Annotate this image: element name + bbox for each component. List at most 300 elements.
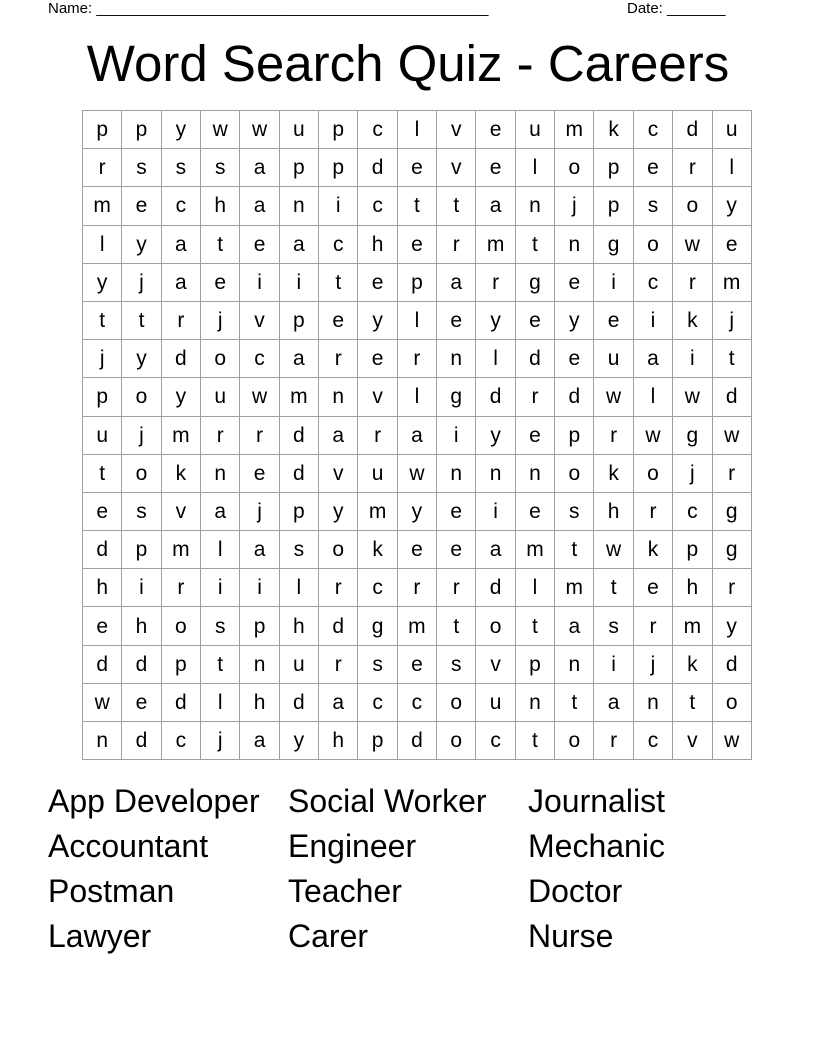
- grid-cell: e: [594, 301, 633, 339]
- grid-row: [83, 301, 752, 339]
- grid-cell: r: [358, 416, 397, 454]
- word-list-item: Carer: [288, 918, 369, 954]
- grid-cell: s: [437, 645, 476, 683]
- grid-cell: t: [712, 340, 751, 378]
- grid-cell: m: [476, 225, 515, 263]
- grid-cell: p: [83, 111, 122, 149]
- grid-cell: y: [476, 416, 515, 454]
- grid-cell: k: [673, 301, 712, 339]
- grid-cell: p: [122, 531, 161, 569]
- grid-cell: y: [712, 607, 751, 645]
- grid-cell: s: [122, 492, 161, 530]
- grid-cell: e: [397, 149, 436, 187]
- grid-cell: w: [673, 225, 712, 263]
- grid-cell: e: [122, 683, 161, 721]
- grid-cell: n: [437, 340, 476, 378]
- grid-cell: p: [122, 111, 161, 149]
- grid-cell: r: [673, 263, 712, 301]
- grid-cell: s: [161, 149, 200, 187]
- grid-cell: i: [437, 416, 476, 454]
- grid-cell: h: [83, 569, 122, 607]
- grid-cell: y: [397, 492, 436, 530]
- grid-cell: y: [712, 187, 751, 225]
- grid-cell: e: [319, 301, 358, 339]
- grid-cell: p: [83, 378, 122, 416]
- grid-cell: l: [633, 378, 672, 416]
- page-title: Word Search Quiz - Careers: [86, 35, 730, 92]
- grid-cell: u: [83, 416, 122, 454]
- grid-row: [83, 225, 752, 263]
- grid-cell: d: [319, 607, 358, 645]
- grid-cell: h: [279, 607, 318, 645]
- grid-cell: p: [240, 607, 279, 645]
- grid-cell: l: [476, 340, 515, 378]
- word-list-item: Postman: [48, 873, 175, 909]
- grid-cell: p: [319, 149, 358, 187]
- grid-cell: w: [201, 111, 240, 149]
- grid-cell: w: [397, 454, 436, 492]
- grid-cell: c: [319, 225, 358, 263]
- grid-cell: w: [633, 416, 672, 454]
- grid-cell: j: [712, 301, 751, 339]
- grid-cell: w: [240, 378, 279, 416]
- grid-cell: k: [594, 111, 633, 149]
- grid-cell: y: [319, 492, 358, 530]
- grid-cell: h: [201, 187, 240, 225]
- grid-cell: d: [358, 149, 397, 187]
- grid-cell: i: [240, 569, 279, 607]
- grid-cell: i: [594, 263, 633, 301]
- grid-cell: u: [358, 454, 397, 492]
- grid-row: [83, 340, 752, 378]
- grid-cell: j: [633, 645, 672, 683]
- grid-row: [83, 263, 752, 301]
- grid-cell: o: [122, 454, 161, 492]
- grid-cell: g: [712, 531, 751, 569]
- grid-cell: o: [122, 378, 161, 416]
- grid-cell: r: [161, 301, 200, 339]
- grid-cell: s: [279, 531, 318, 569]
- grid-cell: e: [437, 301, 476, 339]
- grid-cell: m: [397, 607, 436, 645]
- grid-cell: o: [555, 722, 594, 760]
- grid-cell: p: [673, 531, 712, 569]
- grid-cell: t: [319, 263, 358, 301]
- grid-cell: r: [161, 569, 200, 607]
- word-list-row: [48, 914, 768, 959]
- name-field-label: Name: _______________________________________________: [48, 0, 489, 17]
- grid-cell: l: [712, 149, 751, 187]
- grid-cell: c: [397, 683, 436, 721]
- grid-cell: v: [161, 492, 200, 530]
- word-list-item: Teacher: [288, 873, 402, 909]
- grid-cell: y: [122, 225, 161, 263]
- grid-cell: e: [397, 645, 436, 683]
- grid-cell: m: [83, 187, 122, 225]
- grid-cell: t: [201, 645, 240, 683]
- grid-cell: t: [515, 722, 554, 760]
- grid-cell: h: [122, 607, 161, 645]
- grid-cell: k: [673, 645, 712, 683]
- grid-cell: v: [240, 301, 279, 339]
- grid-cell: a: [161, 225, 200, 263]
- grid-cell: o: [437, 683, 476, 721]
- grid-cell: s: [201, 607, 240, 645]
- grid-cell: a: [437, 263, 476, 301]
- grid-cell: m: [161, 531, 200, 569]
- grid-row: [83, 645, 752, 683]
- grid-cell: l: [397, 111, 436, 149]
- grid-cell: a: [397, 416, 436, 454]
- word-list-item: Journalist: [528, 783, 665, 819]
- grid-cell: y: [122, 340, 161, 378]
- grid-cell: w: [673, 378, 712, 416]
- grid-cell: e: [358, 263, 397, 301]
- grid-cell: o: [673, 187, 712, 225]
- grid-cell: o: [633, 454, 672, 492]
- word-search-grid: [82, 110, 752, 760]
- grid-cell: r: [476, 263, 515, 301]
- word-list: [48, 779, 768, 959]
- grid-cell: n: [319, 378, 358, 416]
- grid-cell: r: [319, 340, 358, 378]
- grid-cell: e: [476, 149, 515, 187]
- grid-cell: a: [279, 225, 318, 263]
- grid-cell: i: [633, 301, 672, 339]
- grid-cell: s: [594, 607, 633, 645]
- grid-cell: j: [201, 722, 240, 760]
- grid-cell: p: [279, 149, 318, 187]
- grid-cell: a: [240, 531, 279, 569]
- grid-cell: d: [122, 645, 161, 683]
- grid-cell: a: [476, 531, 515, 569]
- grid-cell: s: [555, 492, 594, 530]
- date-field-label: Date: _______: [627, 0, 726, 17]
- grid-cell: c: [358, 569, 397, 607]
- grid-cell: a: [161, 263, 200, 301]
- grid-cell: a: [319, 416, 358, 454]
- grid-cell: l: [515, 569, 554, 607]
- grid-cell: e: [122, 187, 161, 225]
- grid-cell: d: [279, 416, 318, 454]
- grid-cell: l: [83, 225, 122, 263]
- grid-cell: p: [397, 263, 436, 301]
- grid-cell: d: [515, 340, 554, 378]
- grid-cell: r: [83, 149, 122, 187]
- grid-cell: i: [279, 263, 318, 301]
- grid-cell: t: [397, 187, 436, 225]
- grid-cell: c: [633, 111, 672, 149]
- grid-cell: n: [515, 683, 554, 721]
- grid-cell: y: [476, 301, 515, 339]
- grid-cell: j: [673, 454, 712, 492]
- grid-cell: t: [515, 225, 554, 263]
- grid-cell: d: [122, 722, 161, 760]
- grid-cell: t: [515, 607, 554, 645]
- grid-cell: l: [515, 149, 554, 187]
- grid-cell: j: [555, 187, 594, 225]
- grid-cell: g: [515, 263, 554, 301]
- grid-cell: t: [594, 569, 633, 607]
- grid-cell: e: [515, 301, 554, 339]
- grid-cell: o: [712, 683, 751, 721]
- grid-cell: j: [83, 340, 122, 378]
- grid-cell: w: [83, 683, 122, 721]
- grid-cell: n: [555, 645, 594, 683]
- grid-cell: h: [358, 225, 397, 263]
- grid-cell: r: [437, 225, 476, 263]
- grid-cell: k: [358, 531, 397, 569]
- grid-cell: c: [633, 263, 672, 301]
- grid-cell: d: [476, 378, 515, 416]
- grid-cell: e: [633, 569, 672, 607]
- grid-cell: w: [594, 531, 633, 569]
- grid-cell: i: [240, 263, 279, 301]
- grid-cell: y: [279, 722, 318, 760]
- grid-cell: l: [201, 531, 240, 569]
- grid-cell: r: [397, 340, 436, 378]
- grid-cell: r: [633, 492, 672, 530]
- grid-cell: d: [673, 111, 712, 149]
- grid-cell: g: [673, 416, 712, 454]
- grid-cell: g: [712, 492, 751, 530]
- grid-cell: j: [122, 416, 161, 454]
- grid-cell: j: [122, 263, 161, 301]
- grid-cell: r: [594, 416, 633, 454]
- grid-cell: u: [594, 340, 633, 378]
- grid-cell: u: [279, 645, 318, 683]
- grid-cell: p: [279, 301, 318, 339]
- grid-cell: l: [201, 683, 240, 721]
- grid-cell: t: [201, 225, 240, 263]
- grid-cell: a: [240, 187, 279, 225]
- grid-cell: o: [319, 531, 358, 569]
- grid-cell: t: [83, 454, 122, 492]
- word-list-item: Lawyer: [48, 918, 152, 954]
- word-list-item: Doctor: [528, 873, 623, 909]
- grid-cell: i: [201, 569, 240, 607]
- grid-cell: n: [279, 187, 318, 225]
- grid-cell: s: [201, 149, 240, 187]
- grid-cell: e: [476, 111, 515, 149]
- grid-cell: h: [319, 722, 358, 760]
- grid-row: [83, 683, 752, 721]
- word-list-item: Nurse: [528, 918, 614, 954]
- grid-cell: d: [161, 340, 200, 378]
- grid-cell: v: [476, 645, 515, 683]
- grid-cell: c: [633, 722, 672, 760]
- grid-cell: y: [161, 378, 200, 416]
- grid-cell: s: [358, 645, 397, 683]
- grid-cell: o: [555, 149, 594, 187]
- grid-cell: v: [358, 378, 397, 416]
- grid-cell: i: [319, 187, 358, 225]
- grid-cell: n: [476, 454, 515, 492]
- grid-cell: r: [437, 569, 476, 607]
- grid-cell: n: [633, 683, 672, 721]
- grid-cell: d: [279, 454, 318, 492]
- grid-cell: v: [437, 149, 476, 187]
- grid-cell: v: [673, 722, 712, 760]
- grid-cell: c: [358, 111, 397, 149]
- grid-row: [83, 187, 752, 225]
- grid-cell: e: [240, 225, 279, 263]
- grid-cell: r: [712, 569, 751, 607]
- grid-cell: k: [161, 454, 200, 492]
- grid-cell: e: [397, 225, 436, 263]
- grid-cell: p: [319, 111, 358, 149]
- grid-cell: t: [437, 187, 476, 225]
- grid-cell: c: [476, 722, 515, 760]
- grid-cell: n: [437, 454, 476, 492]
- grid-cell: a: [476, 187, 515, 225]
- grid-cell: r: [397, 569, 436, 607]
- grid-cell: p: [594, 149, 633, 187]
- grid-cell: l: [279, 569, 318, 607]
- grid-cell: i: [594, 645, 633, 683]
- grid-cell: e: [712, 225, 751, 263]
- grid-cell: y: [161, 111, 200, 149]
- grid-cell: c: [673, 492, 712, 530]
- grid-cell: g: [358, 607, 397, 645]
- grid-row: [83, 378, 752, 416]
- grid-cell: s: [122, 149, 161, 187]
- grid-cell: e: [555, 263, 594, 301]
- grid-cell: k: [633, 531, 672, 569]
- grid-cell: o: [476, 607, 515, 645]
- grid-cell: t: [437, 607, 476, 645]
- grid-cell: d: [555, 378, 594, 416]
- grid-cell: g: [437, 378, 476, 416]
- grid-cell: o: [161, 607, 200, 645]
- grid-cell: e: [437, 531, 476, 569]
- grid-cell: c: [358, 683, 397, 721]
- word-list-row: [48, 869, 768, 914]
- grid-cell: w: [712, 416, 751, 454]
- grid-cell: e: [83, 607, 122, 645]
- grid-cell: i: [122, 569, 161, 607]
- grid-cell: r: [240, 416, 279, 454]
- grid-cell: r: [673, 149, 712, 187]
- word-list-item: App Developer: [48, 783, 260, 819]
- grid-cell: o: [437, 722, 476, 760]
- grid-cell: u: [712, 111, 751, 149]
- grid-cell: r: [319, 569, 358, 607]
- grid-cell: i: [673, 340, 712, 378]
- grid-cell: o: [201, 340, 240, 378]
- grid-cell: r: [201, 416, 240, 454]
- grid-cell: m: [712, 263, 751, 301]
- grid-cell: w: [240, 111, 279, 149]
- word-list-row: [48, 824, 768, 869]
- grid-cell: e: [515, 492, 554, 530]
- grid-cell: a: [319, 683, 358, 721]
- grid-cell: h: [240, 683, 279, 721]
- word-list-row: [48, 779, 768, 824]
- grid-cell: a: [240, 722, 279, 760]
- grid-cell: t: [673, 683, 712, 721]
- grid-cell: u: [476, 683, 515, 721]
- grid-row: [83, 722, 752, 760]
- grid-cell: p: [279, 492, 318, 530]
- grid-cell: d: [279, 683, 318, 721]
- grid-cell: e: [515, 416, 554, 454]
- grid-cell: e: [240, 454, 279, 492]
- grid-cell: a: [555, 607, 594, 645]
- grid-cell: t: [122, 301, 161, 339]
- grid-cell: a: [201, 492, 240, 530]
- grid-cell: w: [712, 722, 751, 760]
- word-list-item: Engineer: [288, 828, 417, 864]
- grid-cell: d: [83, 645, 122, 683]
- grid-cell: m: [358, 492, 397, 530]
- grid-cell: n: [240, 645, 279, 683]
- grid-cell: m: [515, 531, 554, 569]
- grid-cell: u: [279, 111, 318, 149]
- grid-cell: m: [673, 607, 712, 645]
- grid-cell: c: [358, 187, 397, 225]
- grid-cell: a: [633, 340, 672, 378]
- grid-row: [83, 454, 752, 492]
- grid-cell: p: [555, 416, 594, 454]
- grid-cell: i: [476, 492, 515, 530]
- grid-cell: e: [201, 263, 240, 301]
- grid-cell: c: [161, 187, 200, 225]
- grid-cell: n: [515, 454, 554, 492]
- grid-cell: t: [555, 531, 594, 569]
- grid-row: [83, 531, 752, 569]
- grid-cell: r: [594, 722, 633, 760]
- grid-cell: e: [437, 492, 476, 530]
- grid-cell: o: [633, 225, 672, 263]
- grid-cell: n: [83, 722, 122, 760]
- grid-cell: p: [515, 645, 554, 683]
- grid-cell: o: [555, 454, 594, 492]
- grid-row: [83, 607, 752, 645]
- grid-cell: r: [515, 378, 554, 416]
- grid-cell: n: [555, 225, 594, 263]
- grid-cell: j: [240, 492, 279, 530]
- grid-cell: e: [83, 492, 122, 530]
- grid-cell: h: [594, 492, 633, 530]
- word-list-item: Mechanic: [528, 828, 665, 864]
- grid-cell: m: [279, 378, 318, 416]
- grid-cell: r: [319, 645, 358, 683]
- grid-cell: y: [358, 301, 397, 339]
- grid-cell: v: [437, 111, 476, 149]
- grid-row: [83, 111, 752, 149]
- grid-cell: d: [161, 683, 200, 721]
- grid-cell: k: [594, 454, 633, 492]
- grid-cell: d: [712, 378, 751, 416]
- grid-cell: w: [594, 378, 633, 416]
- grid-cell: l: [397, 301, 436, 339]
- word-list-item: Accountant: [48, 828, 209, 864]
- grid-cell: m: [555, 569, 594, 607]
- grid-cell: a: [279, 340, 318, 378]
- grid-cell: c: [161, 722, 200, 760]
- grid-cell: r: [712, 454, 751, 492]
- grid-cell: y: [555, 301, 594, 339]
- grid-cell: e: [633, 149, 672, 187]
- grid-cell: d: [712, 645, 751, 683]
- grid-cell: e: [397, 531, 436, 569]
- grid-cell: p: [594, 187, 633, 225]
- grid-cell: u: [515, 111, 554, 149]
- grid-cell: t: [83, 301, 122, 339]
- grid-cell: v: [319, 454, 358, 492]
- grid-cell: n: [515, 187, 554, 225]
